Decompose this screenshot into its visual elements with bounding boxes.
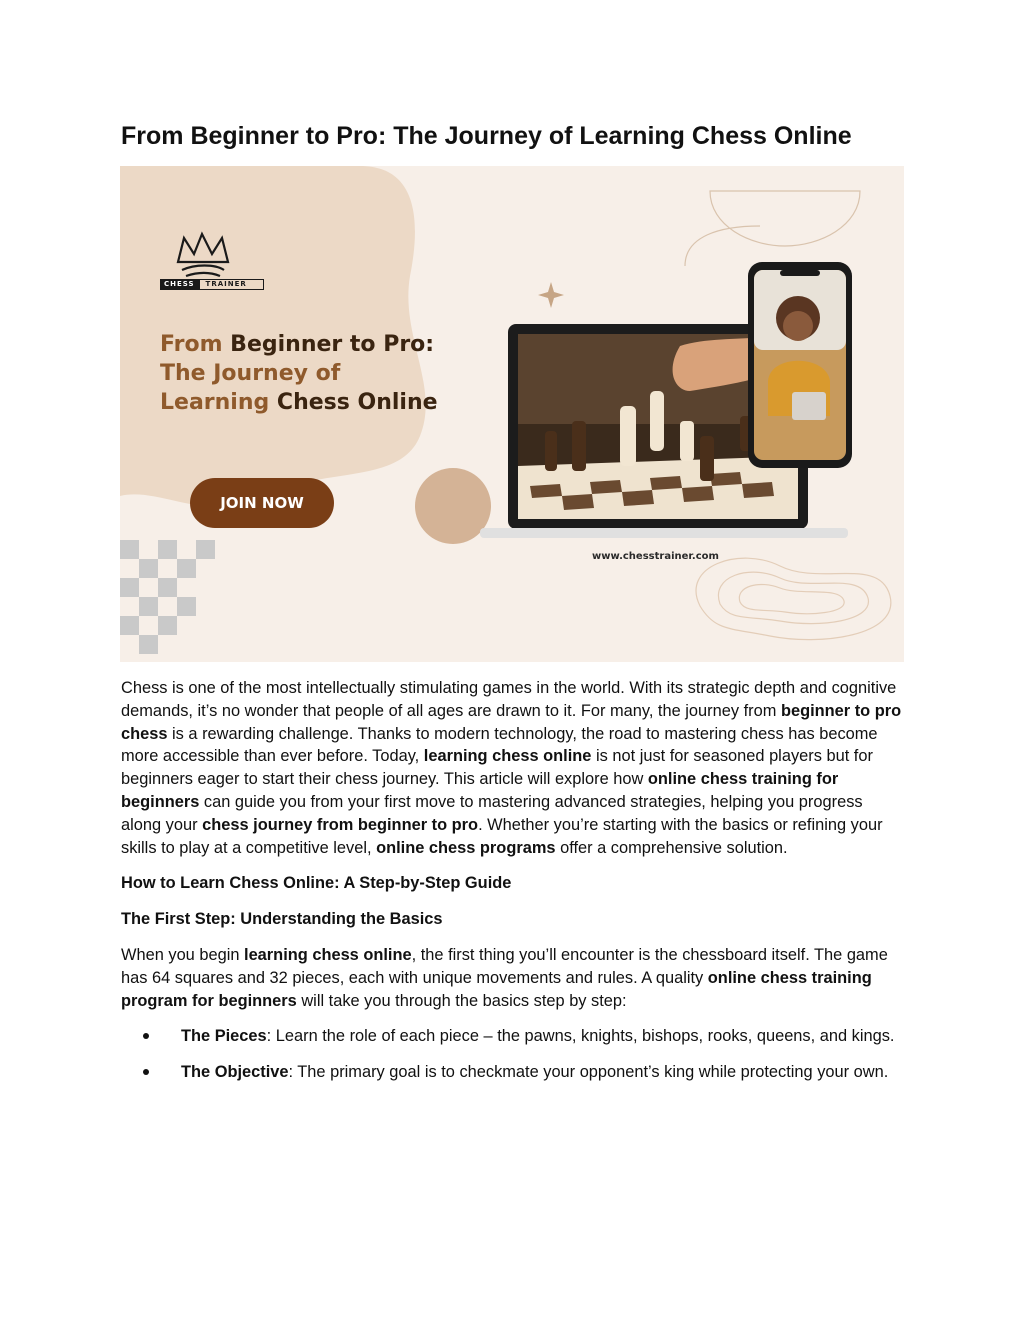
logo-word-chess: CHESS — [160, 279, 199, 290]
phone-illustration — [748, 262, 852, 468]
intro-text-4: can guide you from your first move to mastering advanced strategies, helping you progress along your — [121, 792, 863, 834]
promo-banner-image — [120, 166, 904, 662]
intro-bold-5: online chess programs — [376, 838, 556, 857]
join-now-button[interactable]: JOIN NOW — [190, 478, 334, 528]
line-art-arc — [685, 226, 760, 266]
logo-word-trainer: TRAINER — [199, 279, 264, 290]
banner-heading-chess-online: Chess Online — [276, 390, 438, 415]
banner-circle — [415, 468, 491, 544]
intro-bold-3: online chess training for beginners — [121, 770, 839, 811]
basics-text-1: When you begin — [121, 945, 245, 964]
section-heading-first-step: The First Step: Understanding the Basics — [121, 910, 443, 929]
basics-paragraph — [121, 944, 907, 1012]
intro-text-6: offer a comprehensive solution. — [555, 838, 788, 857]
banner-heading — [160, 330, 520, 417]
intro-paragraph — [121, 677, 907, 859]
banner-heading-learning: Learning — [160, 390, 277, 415]
basics-list — [121, 1025, 907, 1084]
sparkle-icon — [538, 282, 564, 308]
bullet-icon — [143, 1033, 149, 1039]
line-art-cup — [710, 191, 860, 246]
intro-bold-4: chess journey from beginner to pro — [202, 815, 479, 834]
basics-bold-2: online chess training program for beginners — [121, 968, 872, 1010]
basics-bold-1: learning chess online — [244, 945, 412, 964]
checker-pattern — [120, 540, 215, 654]
chesstrainer-logo — [160, 232, 264, 292]
basics-text-2: , the first thing you’ll encounter is the chessboard itself. The game has 64 squares and 32 pieces, each with unique movements and rules. A quality — [121, 945, 888, 987]
section-heading-guide: How to Learn Chess Online: A Step-by-Step Guide — [121, 874, 512, 893]
intro-bold-1: beginner to pro chess — [121, 701, 902, 743]
logo-wordmark — [160, 279, 264, 290]
intro-bold-2: learning chess online — [423, 747, 592, 766]
bullet-icon — [143, 1069, 149, 1075]
contour-lines — [696, 558, 891, 639]
list-item — [121, 1061, 907, 1084]
basics-text-3: will take you through the basics step by step: — [296, 991, 627, 1010]
page-title: From Beginner to Pro: The Journey of Learning Chess Online — [121, 122, 852, 150]
list-item-label: The Pieces — [181, 1027, 267, 1046]
banner-heading-from: From — [160, 332, 231, 357]
list-item-text: : The primary goal is to checkmate your opponent’s king while protecting your own. — [288, 1063, 889, 1082]
article-body — [121, 677, 907, 1097]
intro-text-1: Chess is one of the most intellectually stimulating games in the world. With its strategic depth and cognitive demands, it’s no wonder that people of all ages are drawn to it. For many, the journey from — [121, 679, 897, 720]
banner-heading-journey: The Journey of — [160, 361, 341, 386]
list-item — [121, 1025, 907, 1048]
banner-url: www.chesstrainer.com — [592, 551, 719, 562]
list-item-text: : Learn the role of each piece – the pawns, knights, bishops, rooks, queens, and kings. — [266, 1027, 895, 1046]
intro-text-2: is a rewarding challenge. Thanks to modern technology, the road to mastering chess has become more accessible than ever before. Today, — [121, 724, 878, 766]
banner-heading-beginner-pro: Beginner to Pro: — [230, 332, 435, 357]
intro-text-3: is not just for seasoned players but for beginners eager to start their chess journey. This article will explore how — [121, 747, 873, 789]
intro-text-5: . Whether you’re starting with the basics or refining your skills to play at a competitive level, — [121, 815, 883, 857]
list-item-label: The Objective — [181, 1063, 289, 1082]
